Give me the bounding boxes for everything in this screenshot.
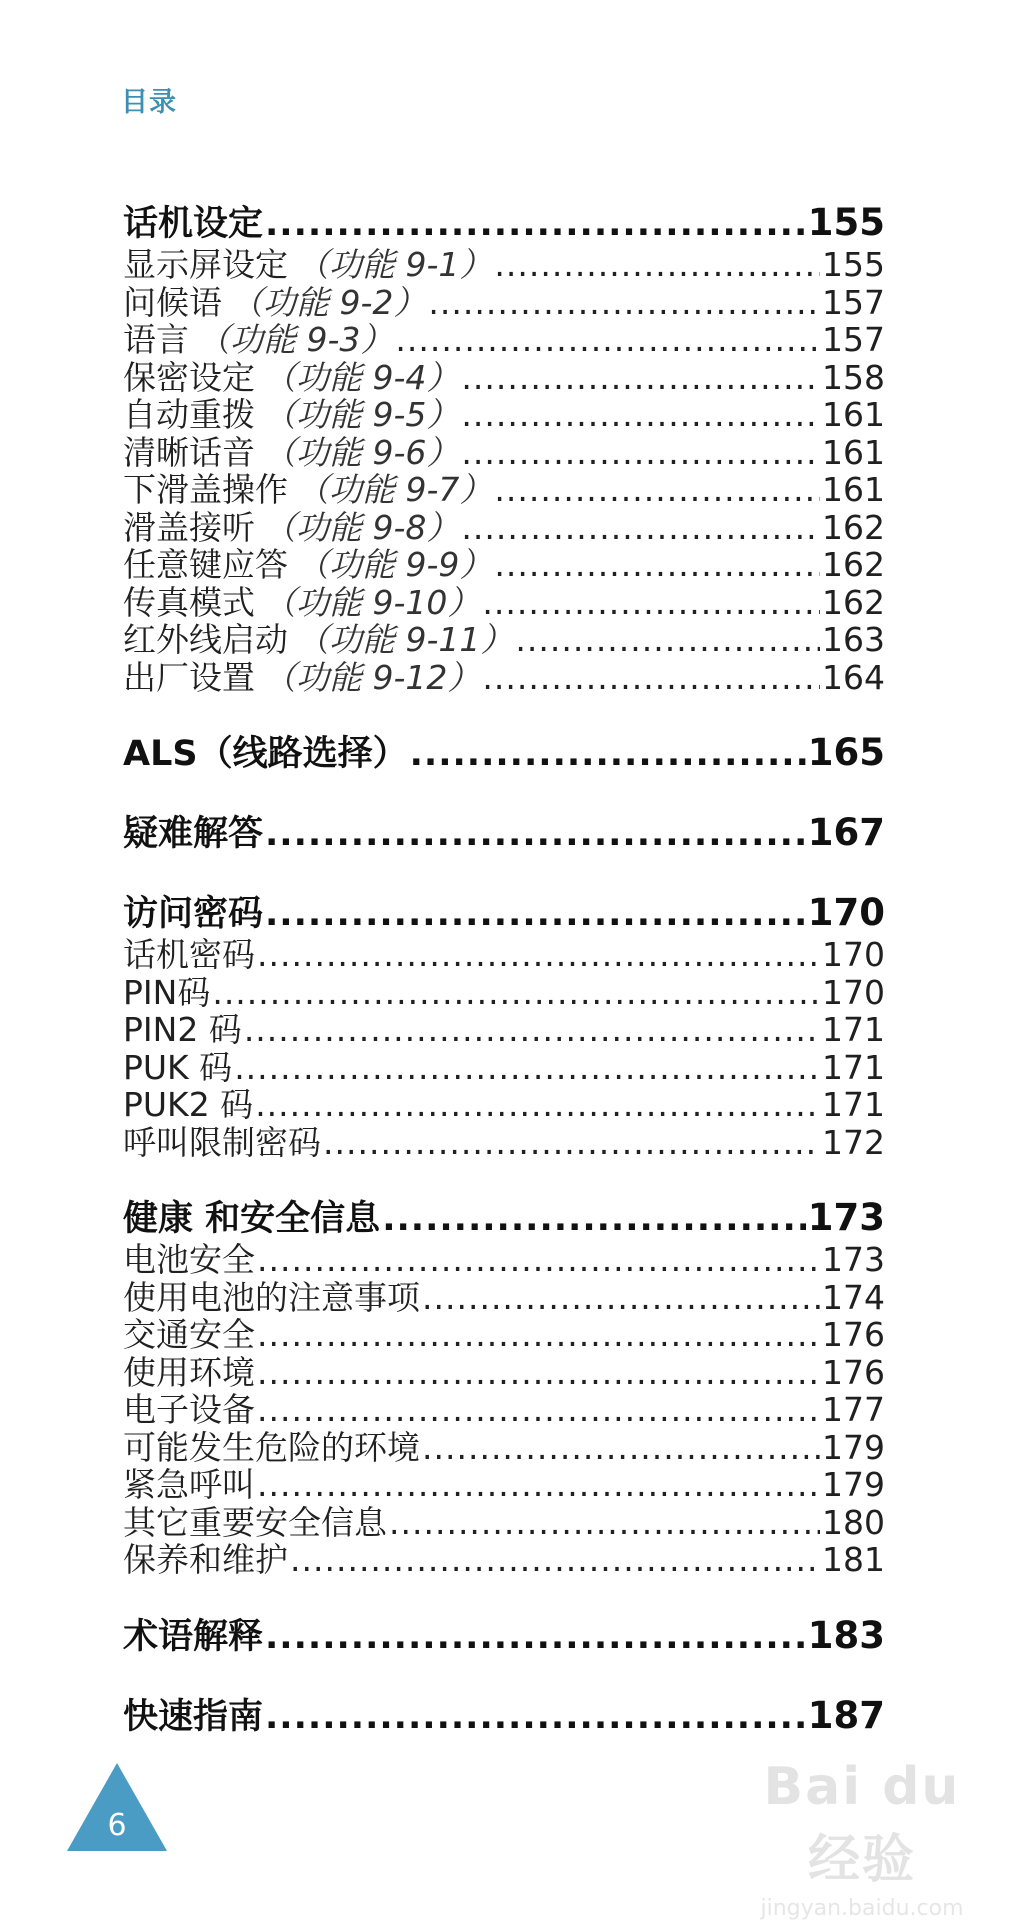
dot-leader <box>410 731 806 776</box>
toc-entry-label: 自动重拨 <box>123 396 255 434</box>
dot-leader <box>515 621 820 659</box>
toc-entry[interactable] <box>123 1541 885 1579</box>
page-number: 6 <box>107 1808 127 1843</box>
dot-leader <box>382 1196 806 1241</box>
toc-entry-label: ALS（线路选择） <box>123 734 408 774</box>
toc-section-heading[interactable] <box>123 200 885 246</box>
toc-section <box>123 1613 885 1659</box>
toc-entry-label: 交通安全 <box>123 1316 255 1354</box>
toc-entry-function-ref: （功能 9-6） <box>263 433 460 471</box>
toc-entry-label: 任意键应答 <box>123 546 288 584</box>
toc-page-number: 162 <box>822 583 885 621</box>
toc-page-number: 177 <box>822 1391 885 1429</box>
toc-entry-label: PIN码 <box>123 973 211 1011</box>
watermark-logo: Bai du 经验 <box>763 1757 961 1890</box>
dot-leader <box>461 396 820 434</box>
toc-entry-label: 出厂设置 <box>123 658 255 696</box>
toc-entry[interactable] <box>123 659 885 697</box>
dot-leader <box>257 1354 820 1392</box>
toc-section-heading[interactable] <box>123 730 885 776</box>
toc-entry-function-ref: （功能 9-4） <box>263 358 460 396</box>
dot-leader <box>461 509 820 547</box>
dot-leader <box>494 471 820 509</box>
toc-section <box>123 1195 885 1579</box>
toc-page-number: 161 <box>822 396 885 434</box>
toc-entry[interactable] <box>123 434 885 472</box>
toc-entry-function-ref: （功能 9-9） <box>296 546 493 584</box>
toc-entry-label: 健康 和安全信息 <box>123 1199 381 1239</box>
dot-leader <box>395 321 820 359</box>
toc-entry[interactable] <box>123 359 885 397</box>
dot-leader <box>323 1124 820 1162</box>
toc-entry-label: 疑难解答 <box>123 814 264 854</box>
baidu-watermark <box>742 1757 982 1921</box>
toc-page-number: 176 <box>822 1353 885 1391</box>
toc-entry-label: 保养和维护 <box>123 1541 288 1579</box>
toc-header: 目录 <box>121 87 177 118</box>
toc-page-number: 161 <box>822 471 885 509</box>
toc-entry[interactable] <box>123 284 885 322</box>
toc-entry[interactable] <box>123 1504 885 1542</box>
dot-leader <box>255 1086 820 1124</box>
toc-page-number: 171 <box>822 1011 885 1049</box>
toc-entry-function-ref: （功能 9-2） <box>230 283 427 321</box>
toc-page-number: 171 <box>822 1048 885 1086</box>
dot-leader <box>265 1694 806 1739</box>
toc-entry-function-ref: （功能 9-12） <box>263 658 481 696</box>
dot-leader <box>482 584 820 622</box>
toc-entry-function-ref: （功能 9-11） <box>296 621 514 659</box>
toc-entry-label: 紧急呼叫 <box>123 1466 255 1504</box>
toc-entry-label: 快速指南 <box>123 1696 264 1737</box>
toc-entry-function-ref: （功能 9-1） <box>296 246 493 284</box>
toc-entry[interactable] <box>123 936 885 974</box>
toc-entry[interactable] <box>123 1354 885 1392</box>
dot-leader <box>244 1011 820 1049</box>
toc-entry-label: 保密设定 <box>123 358 255 396</box>
toc-entry-label: 下滑盖操作 <box>123 471 288 509</box>
toc-entry-label: 话机密码 <box>123 936 255 974</box>
toc-entry-label: 问候语 <box>123 283 222 321</box>
toc-page-number: 162 <box>822 546 885 584</box>
toc-section <box>123 200 885 696</box>
toc-page-number: 167 <box>807 811 885 854</box>
dot-leader <box>482 659 820 697</box>
toc-page-number: 176 <box>822 1316 885 1354</box>
toc-section-heading[interactable] <box>123 1613 885 1659</box>
toc-page-number: 172 <box>822 1123 885 1161</box>
dot-leader <box>257 1316 820 1354</box>
toc-entry[interactable] <box>123 974 885 1012</box>
toc-entry[interactable] <box>123 1429 885 1467</box>
toc-section-heading[interactable] <box>123 810 885 856</box>
dot-leader <box>494 546 820 584</box>
toc-entry[interactable] <box>123 621 885 659</box>
dot-leader <box>494 246 820 284</box>
toc-entry-label: PUK 码 <box>123 1048 233 1086</box>
toc-page-number: 171 <box>822 1086 885 1124</box>
toc-entry-label: 使用环境 <box>123 1353 255 1391</box>
toc-entry[interactable] <box>123 1279 885 1317</box>
toc-entry-label: 呼叫限制密码 <box>123 1123 321 1161</box>
toc-page-number: 155 <box>807 201 885 244</box>
toc-page-number: 183 <box>807 1613 885 1657</box>
toc-entry[interactable] <box>123 1086 885 1124</box>
dot-leader <box>422 1429 820 1467</box>
toc-entry-function-ref: （功能 9-3） <box>197 321 394 359</box>
toc-page-number: 164 <box>822 658 885 696</box>
toc-entry-label: 可能发生危险的环境 <box>123 1428 420 1466</box>
toc-page-number: 170 <box>822 973 885 1011</box>
toc-page-number: 173 <box>807 1196 885 1239</box>
toc-entry[interactable] <box>123 1124 885 1162</box>
toc-section-heading[interactable] <box>123 890 885 936</box>
dot-leader <box>265 811 806 856</box>
toc-entry-label: 红外线启动 <box>123 621 288 659</box>
toc-entry-label: PIN2 码 <box>123 1011 242 1049</box>
toc-entry[interactable] <box>123 1011 885 1049</box>
toc-page-number: 170 <box>807 891 885 934</box>
toc-entry[interactable] <box>123 321 885 359</box>
toc-entry-label: 电池安全 <box>123 1241 255 1279</box>
toc-page-number: 181 <box>822 1541 885 1579</box>
toc-entry[interactable] <box>123 246 885 284</box>
dot-leader <box>265 201 806 246</box>
toc-page-number: 162 <box>822 508 885 546</box>
toc-page-number: 157 <box>822 321 885 359</box>
toc-entry-function-ref: （功能 9-10） <box>263 583 481 621</box>
toc-entry[interactable] <box>123 1049 885 1087</box>
toc-entry-label: 使用电池的注意事项 <box>123 1278 420 1316</box>
dot-leader <box>257 936 820 974</box>
dot-leader <box>461 359 820 397</box>
toc-entry[interactable] <box>123 546 885 584</box>
toc-entry[interactable] <box>123 1316 885 1354</box>
toc-section <box>123 810 885 856</box>
toc-entry-label: 清晰话音 <box>123 433 255 471</box>
toc-entry[interactable] <box>123 396 885 434</box>
toc-entry-label: 电子设备 <box>123 1391 255 1429</box>
toc-page-number: 173 <box>822 1241 885 1279</box>
dot-leader <box>265 1614 806 1659</box>
toc-page-number: 180 <box>822 1503 885 1541</box>
dot-leader <box>212 974 820 1012</box>
toc-entry[interactable] <box>123 584 885 622</box>
toc-entry-label: 滑盖接听 <box>123 508 255 546</box>
toc-page-number: 157 <box>822 283 885 321</box>
toc-entry-label: 访问密码 <box>123 894 264 934</box>
dot-leader <box>428 284 820 322</box>
toc-entry[interactable] <box>123 1466 885 1504</box>
toc-page-number: 187 <box>807 1693 885 1737</box>
toc-entry[interactable] <box>123 1391 885 1429</box>
toc-entry[interactable] <box>123 1241 885 1279</box>
toc-page-number: 179 <box>822 1428 885 1466</box>
toc-entry[interactable] <box>123 471 885 509</box>
toc-section-heading[interactable] <box>123 1195 885 1241</box>
dot-leader <box>265 891 806 936</box>
toc-section <box>123 1693 885 1739</box>
toc-entry-function-ref: （功能 9-8） <box>263 508 460 546</box>
toc-entry-label: 话机设定 <box>123 204 264 244</box>
toc-section <box>123 890 885 1161</box>
toc-entry-label: PUK2 码 <box>123 1086 254 1124</box>
toc-entry-label: 其它重要安全信息 <box>123 1503 387 1541</box>
toc-entry[interactable] <box>123 509 885 547</box>
toc-page-number: 170 <box>822 936 885 974</box>
toc-page-number: 163 <box>822 621 885 659</box>
dot-leader <box>257 1391 820 1429</box>
toc-entry-function-ref: （功能 9-5） <box>263 396 460 434</box>
toc-entry-function-ref: （功能 9-7） <box>296 471 493 509</box>
toc-page-number: 158 <box>822 358 885 396</box>
toc-entry-label: 语言 <box>123 321 189 359</box>
dot-leader <box>234 1049 820 1087</box>
toc-section <box>123 730 885 776</box>
dot-leader <box>389 1504 820 1542</box>
toc-entry-label: 术语解释 <box>123 1616 264 1657</box>
dot-leader <box>290 1541 820 1579</box>
table-of-contents <box>123 200 885 1773</box>
toc-page-number: 179 <box>822 1466 885 1504</box>
dot-leader <box>422 1279 820 1317</box>
toc-page-number: 174 <box>822 1278 885 1316</box>
toc-page-number: 155 <box>822 246 885 284</box>
dot-leader <box>257 1466 820 1504</box>
toc-entry-label: 传真模式 <box>123 583 255 621</box>
dot-leader <box>257 1241 820 1279</box>
toc-entry-label: 显示屏设定 <box>123 246 288 284</box>
watermark-site: jingyan.baidu.com <box>760 1896 964 1921</box>
toc-page-number: 165 <box>807 731 885 774</box>
toc-section-heading[interactable] <box>123 1693 885 1739</box>
toc-page-number: 161 <box>822 433 885 471</box>
dot-leader <box>461 434 820 472</box>
